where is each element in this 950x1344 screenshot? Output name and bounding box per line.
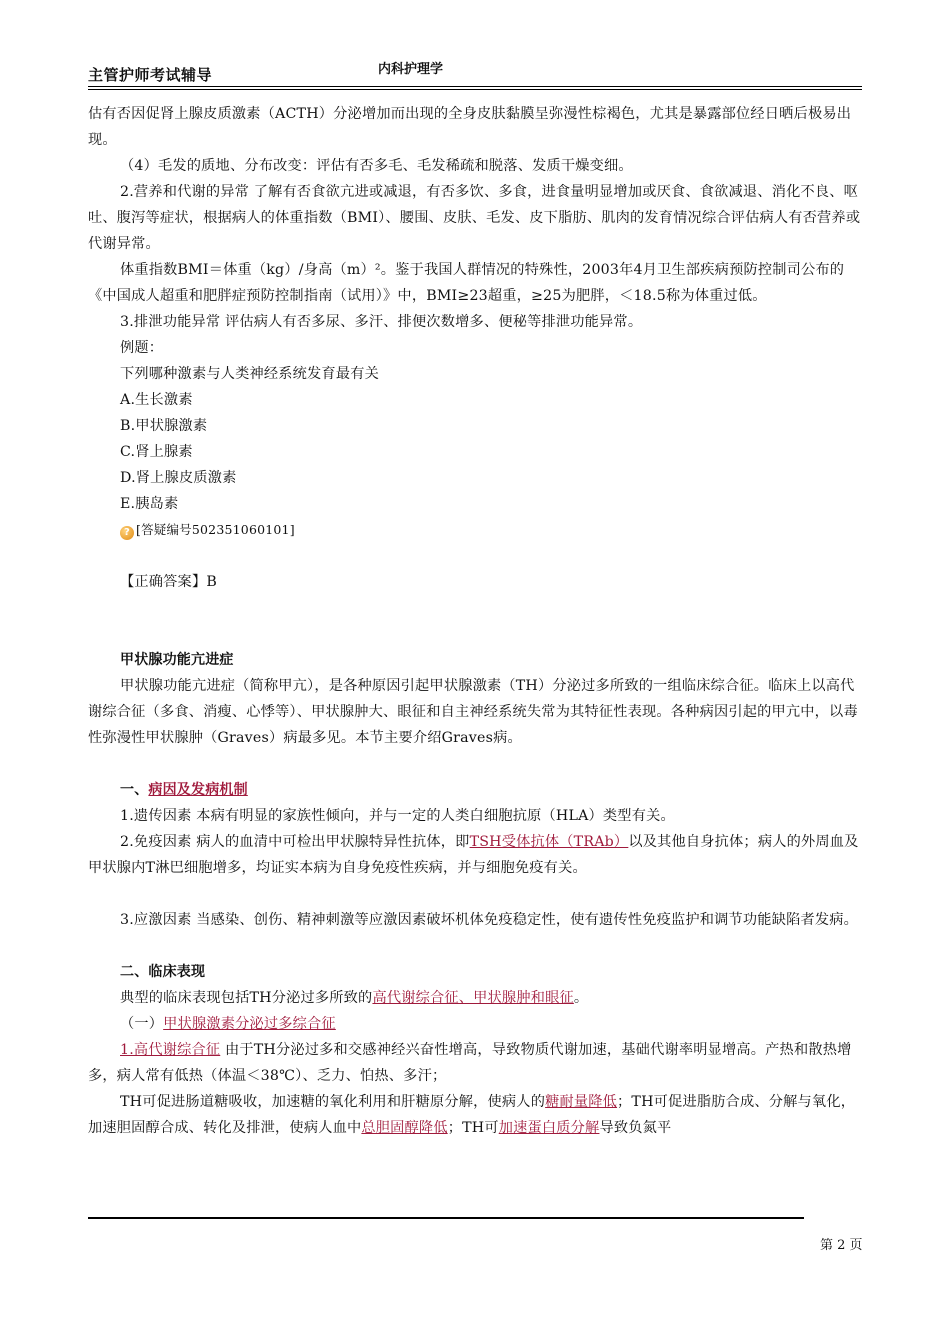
section-title: 甲状腺功能亢进症 (120, 652, 234, 668)
paragraph-bmi: 体重指数BMI＝体重（kg）/身高（m）²。鉴于我国人群情况的特殊性，2003年4月卫生部疾病预防控制司公布的《中国成人超重和肥胖症预防控制指南（试用）》中，BMI≥23超重，≥25为肥胖，＜18.5称为体重过低。 (88, 262, 845, 304)
subheading-excess (88, 1011, 864, 1037)
option-b: B.甲状腺激素 (120, 418, 208, 434)
link-trab[interactable]: TSH受体抗体（TRAb） (469, 834, 629, 850)
correct-answer: 【正确答案】B (120, 574, 217, 590)
paragraph-metabolism (88, 1089, 864, 1141)
metabolism-text-b: ；TH可促进脂肪合成、分解与氧化，加速胆固醇合成、转化及排泄，使病人血中 (88, 1094, 856, 1136)
clinical-text-a: 典型的临床表现包括TH分泌过多所致的 (120, 990, 373, 1006)
spacer (88, 621, 864, 647)
paragraph-nutrition: 2.营养和代谢的异常 了解有否食欲亢进或减退，有否多饮、多食，进食量明显增加或厌食、食欲减退、消化不良、呕吐、腹泻等症状，根据病人的体重指数（BMI）、腰围、皮肤、毛发、皮下脂肪、肌肉的发育情况综合评估病人有否营养或代谢异常。 (88, 184, 861, 252)
footer-divider (88, 1217, 804, 1219)
hypermetabolic-text: 由于TH分泌过多和交感神经兴奋性增高，导致物质代谢加速，基础代谢率明显增高。产热和散热增多，病人常有低热（体温＜38℃）、乏力、怕热、多汗； (88, 1042, 852, 1084)
spacer (88, 881, 864, 907)
link-cholesterol[interactable]: 总胆固醇降低 (361, 1120, 448, 1136)
example-label: 例题： (120, 340, 164, 356)
option-c: C.肾上腺素 (120, 444, 193, 460)
paragraph-intro: 甲状腺功能亢进症（简称甲亢），是各种原因引起甲状腺激素（TH）分泌过多所致的一组临床综合征。临床上以高代谢综合征（多食、消瘦、心悸等）、甲状腺肿大、眼征和自主神经系统失常为其特征性表现。各种病因引起的甲亢中，以毒性弥漫性甲状腺肿（Graves）病最多见。本节主要介绍Graves病。 (88, 678, 858, 746)
subheading-prefix: （一） (120, 1016, 164, 1032)
document-body (88, 101, 864, 1141)
metabolism-text-c: ；TH可 (447, 1120, 499, 1136)
option-d: D.肾上腺皮质激素 (120, 470, 237, 486)
question-text: 下列哪种激素与人类神经系统发育最有关 (120, 366, 379, 382)
page-number: 第 2 页 (820, 1238, 863, 1253)
paragraph-acth: 估有否因促肾上腺皮质激素（ACTH）分泌增加而出现的全身皮肤黏膜呈弥漫性棕褐色，尤其是暴露部位经日晒后极易出现。 (88, 106, 852, 148)
link-hypermetabolic[interactable]: 1.高代谢综合征 (120, 1042, 221, 1058)
link-clinical-triad[interactable]: 高代谢综合征、甲状腺肿和眼征 (372, 990, 574, 1006)
immune-text-b: 以及其他自身抗体；病人的外周血及甲状腺内T淋巴细胞增多，均证实本病为自身免疫性疾病，并与细胞免疫有关。 (88, 834, 859, 876)
paragraph-excretion: 3.排泄功能异常 评估病人有否多尿、多汗、排便次数增多、便秘等排泄功能异常。 (120, 314, 643, 330)
link-excess-syndrome[interactable]: 甲状腺激素分泌过多综合征 (163, 1016, 336, 1032)
option-e: E.胰岛素 (120, 496, 179, 512)
spacer (88, 933, 864, 959)
paragraph-immune (88, 829, 864, 881)
spacer (88, 543, 864, 569)
heading-etiology (88, 777, 864, 803)
qa-reference-line (88, 517, 864, 543)
paragraph-hypermetabolic (88, 1037, 864, 1089)
immune-text-a: 2.免疫因素 病人的血清中可检出甲状腺特异性抗体，即 (120, 834, 470, 850)
paragraph-hair: （4）毛发的质地、分布改变：评估有否多毛、毛发稀疏和脱落、发质干燥变细。 (120, 158, 633, 174)
qa-reference[interactable]: [答疑编号502351060101] (136, 522, 295, 537)
link-etiology[interactable]: 病因及发病机制 (148, 782, 248, 798)
spacer (88, 595, 864, 621)
header-subject-title: 内科护理学 (378, 62, 444, 77)
heading-etiology-prefix: 一、 (120, 782, 149, 798)
header-divider (88, 86, 862, 90)
link-protein[interactable]: 加速蛋白质分解 (498, 1120, 600, 1136)
metabolism-text-d: 导致负氮平 (599, 1120, 672, 1136)
heading-clinical: 二、临床表现 (120, 964, 206, 980)
spacer (88, 751, 864, 777)
header-course-title: 主管护师考试辅导 (88, 66, 213, 84)
metabolism-text-a: TH可促进肠道糖吸收，加速糖的氧化利用和肝糖原分解，使病人的 (120, 1094, 546, 1110)
question-mark-icon[interactable]: ? (120, 526, 134, 540)
paragraph-genetic: 1.遗传因素 本病有明显的家族性倾向，并与一定的人类白细胞抗原（HLA）类型有关。 (120, 808, 675, 824)
clinical-text-b: 。 (573, 990, 589, 1006)
link-glucose-tolerance[interactable]: 糖耐量降低 (545, 1094, 618, 1110)
paragraph-clinical-intro (88, 985, 864, 1011)
option-a: A.生长激素 (120, 392, 193, 408)
paragraph-stress: 3.应激因素 当感染、创伤、精神刺激等应激因素破坏机体免疫稳定性，使有遗传性免疫监护和调节功能缺陷者发病。 (120, 912, 859, 928)
